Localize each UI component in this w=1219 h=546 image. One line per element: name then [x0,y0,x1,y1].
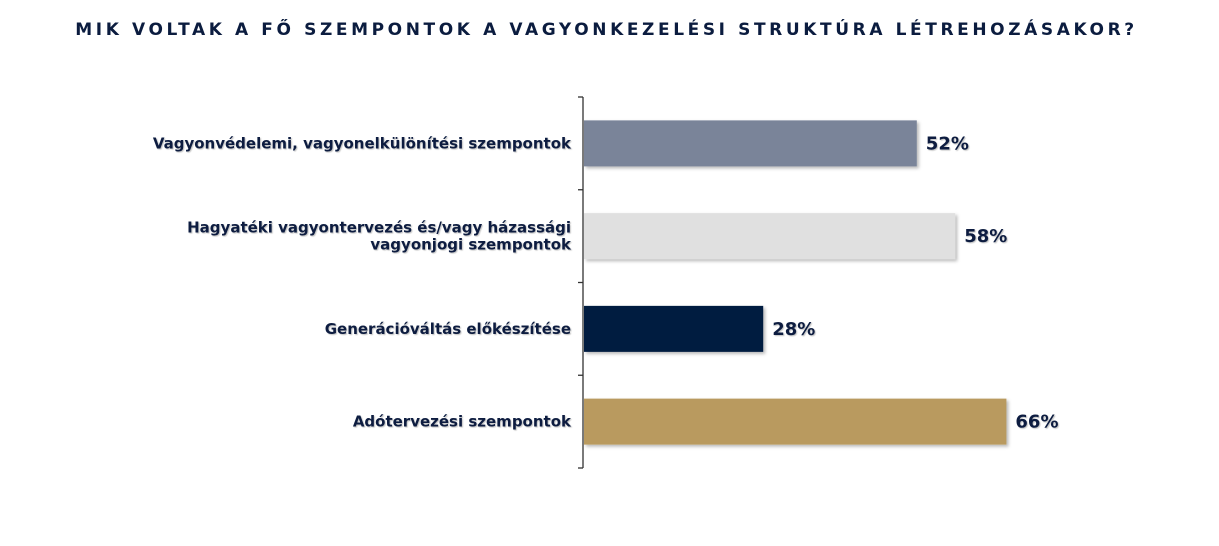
bar [584,306,763,352]
bar [584,213,955,259]
value-label: 52% [925,133,969,155]
category-label: Vagyonvédelemi, vagyonelkülönítési szempontok [152,134,571,153]
bar [584,399,1006,445]
category-label: Adótervezési szempontok [352,412,571,431]
value-label: 66% [1015,411,1059,433]
chart-title: MIK VOLTAK A FŐ SZEMPONTOK A VAGYONKEZELÉSI STRUKTÚRA LÉTREHOZÁSAKOR? [75,20,1138,40]
value-label: 58% [964,226,1008,248]
category-label: Hagyatéki vagyontervezés és/vagy házassági vagyonjogi szempontok [187,218,571,254]
bar [584,120,917,166]
category-label: Generációváltás előkészítése [324,319,571,338]
value-label: 28% [772,318,816,340]
